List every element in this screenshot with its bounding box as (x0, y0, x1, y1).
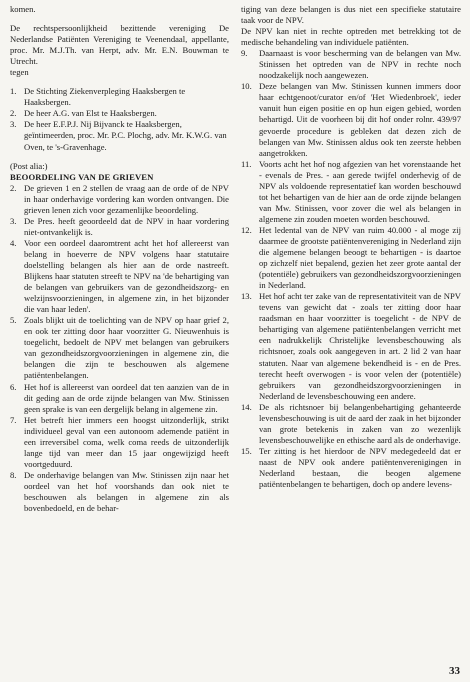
paragraph-number: 15. (241, 445, 252, 456)
right-column (241, 4, 461, 490)
paragraph-number: 9. (241, 48, 248, 59)
numbered-paragraph (241, 446, 461, 490)
paragraph-text: De grieven 1 en 2 stellen de vraag aan de orde of de NPV in haar onderhavige vordering kan worden ontvangen. Die grieven lenen zich voor gezamenlijke beoordeling. (24, 182, 229, 215)
paragraph-text: Het hof is allereerst van oordeel dat ten aanzien van de in dit geding aan de orde zijnde belangen van Mw. Stinissen geen sprake is van een dergelijk belang in algemene zin. (24, 381, 229, 414)
party-text: De Stichting Ziekenverpleging Haaksbergen te Haaksbergen. (24, 86, 186, 108)
paragraph-number: 10. (241, 81, 252, 92)
paragraph-text: Voor een oordeel daaromtrent acht het hof allereerst van belang in hoeverre de NPV volgens haar statutaire doelstelling belangen als hier aan de orde nastreeft. Blijkens haar statuten streeft te NPV na 'de behartiging van de belangen van gebruikers van de gezondheidszorg- en welzijnsvoorzieningen, in algemene zin, in het bijzonder die van haar leden'. (24, 237, 229, 315)
numbered-paragraph (10, 415, 229, 470)
paragraph-text: De Pres. heeft geoordeeld dat de NPV in haar vordering niet-ontvankelijk is. (24, 215, 229, 237)
continuation-paragraph-2: De NPV kan niet in rechte optreden met betrekking tot de medische behandeling van individuele patiënten. (241, 26, 461, 48)
numbered-paragraph (241, 291, 461, 401)
paragraph-text: Daarnaast is voor bescherming van de belangen van Mw. Stinissen het optreden van de NPV in rechte noch noodzakelijk noch aangewezen. (259, 48, 461, 81)
numbered-paragraph (10, 238, 229, 315)
paragraph-number: 2. (10, 182, 17, 193)
numbered-paragraph (10, 382, 229, 415)
numbered-paragraph (10, 470, 229, 514)
paragraph-number: 6. (10, 381, 17, 392)
intro-line: komen. (10, 4, 36, 14)
paragraph-number: 13. (241, 291, 252, 302)
paragraph-text: Het betreft hier immers een hoogst uitzonderlijk, strikt individueel geval van een autonoom ademende patiënt in een irreversibel coma, welk coma reeds de uitzonderlijk lange tijd van meer dan 15 jaar ongewijzigd heeft voortgeduurd. (24, 414, 229, 469)
numbered-paragraph (10, 315, 229, 381)
page-number: 33 (449, 665, 460, 677)
paragraph-number: 14. (241, 401, 252, 412)
paragraph-number: 7. (10, 414, 17, 425)
party-number: 1. (10, 86, 17, 97)
section-heading: BEOORDELING VAN DE GRIEVEN (10, 171, 154, 182)
paragraph-text: Ter zitting is het hierdoor de NPV medegedeeld dat er naast de NPV ook andere patiëntenverenigingen in Nederland bestaan, die beogen algemene patiëntenbelangen te behartigen, doch op andere levens- (259, 445, 461, 490)
paragraph-number: 8. (10, 469, 17, 480)
document-page (10, 4, 462, 664)
numbered-paragraph (241, 402, 461, 446)
paragraph-text: Het ledental van de NPV van ruim 40.000 - al moge zij daarmee de grootste patiëntenvereniging in Nederland zijn die algemene belangen beoogt te behartigen - is daartoe op zichzelf niet bepalend, gezien het zeer grote aantal der (potentiële) gebruikers van gezondheidszorgvoorzieningen in Nederland. (259, 224, 461, 291)
paragraph-number: 11. (241, 158, 252, 169)
paragraph-number: 4. (10, 237, 17, 248)
appellant-paragraph: De rechtspersoonlijkheid bezittende vereniging De Nederlandse Patiënten Vereniging te Veenendaal, appellante, proc. Mr. M.J.Th. van Herpt, adv. Mr. E.N. Bouwman te Utrecht. (10, 23, 229, 67)
paragraph-text: Deze belangen van Mw. Stinissen kunnen immers door haar echtgenoot/curator en/of 'Het Wiedenbroek', ieder vanuit hun eigen positie en op hun eigen gebied, worden behartigd. Uit de voorheen bij dit hof onder rolnr. 439/97 gevoerde procedure is gebleken dat dezen zich de belangen van Mw. Stinissen aldus ook ten zeerste hebben aangetrokken. (259, 81, 461, 158)
party-item (10, 86, 229, 108)
paragraph-text: Zoals blijkt uit de toelichting van de NPV op haar grief 2, en ook ter zitting door haar voorzitter G. Nieuwenhuis is toegelicht, bedoelt de NPV met belangen van gebruikers van gezondheidszorgvoorzieningen in algemene zin, die belangen die zijn te beschouwen als algemene patiëntenbelangen. (24, 315, 229, 381)
paragraph-text: De onderhavige belangen van Mw. Stinissen zijn naar het oordeel van het hof voorshands dan ook niet te beschouwen als belangen in algemene zin als bovenbedoeld, en de behar- (24, 469, 229, 514)
party-item (10, 119, 229, 152)
party-text: De heer A.G. van Elst te Haaksbergen. (24, 108, 157, 119)
paragraph-text: Voorts acht het hof nog afgezien van het vorenstaande het - evenals de Pres. - aan gerede twijfel onderhevig of de NPV als voldoende representatief kan worden beschouwd tot het behartigen van de hier aan de orde zijnde belangen van Mw. Stinissen, voor zover die wel als belangen in algemene zin zouden moeten worden beschouwd. (259, 158, 461, 224)
paragraph-number: 3. (10, 215, 17, 226)
party-number: 3. (10, 119, 17, 130)
post-alia: (Post alia:) (10, 160, 48, 171)
paragraph-text: De als richtsnoer bij belangenbehartiging gehanteerde levensbeschouwing is uit de aard der zaak in het bijzonder van grote betekenis in zaken van zo wezenlijk levensbeschouwelijke en ethische aard als de onderhavige. (259, 401, 461, 445)
numbered-paragraph (241, 159, 461, 225)
numbered-paragraph (10, 216, 229, 238)
party-text: De heer E.F.P.J. Nij Bijvanck te Haaksbergen, geïntimeerden, proc. Mr. P.C. Plochg, adv. Mr. K.W.G. van Oven, te 's-Gravenhage. (24, 119, 227, 152)
continuation-paragraph: tiging van deze belangen is dus niet een specifieke statutaire taak voor de NPV. (241, 4, 461, 26)
numbered-paragraph (10, 183, 229, 216)
left-column (10, 4, 229, 514)
tegen-line: tegen (10, 67, 29, 78)
numbered-paragraph (241, 225, 461, 291)
paragraph-number: 5. (10, 315, 17, 326)
numbered-paragraph (241, 48, 461, 81)
paragraph-text: Het hof acht ter zake van de representativiteit van de NPV tevens van gewicht dat - zoals ter zitting door haar raadsman en haar voorzitter is toegelicht - de NPV de behartiging van algemene patiëntenbelangen verricht met een nadrukkelijk Christelijke levensbeschouwing als richtsnoer, zoals ook aangegeven in art. 2 lid 2 van haar statuten. Naar van algemene bekendheid is - en de Pres. terecht heeft overwogen - is voor velen der (potentiële) gebruikers van gezondheidszorgvoorzieningen in Nederland de levensbeschouwing een andere. (259, 291, 461, 401)
party-item (10, 108, 229, 119)
party-number: 2. (10, 108, 17, 119)
numbered-paragraph (241, 81, 461, 158)
paragraph-number: 12. (241, 224, 252, 235)
